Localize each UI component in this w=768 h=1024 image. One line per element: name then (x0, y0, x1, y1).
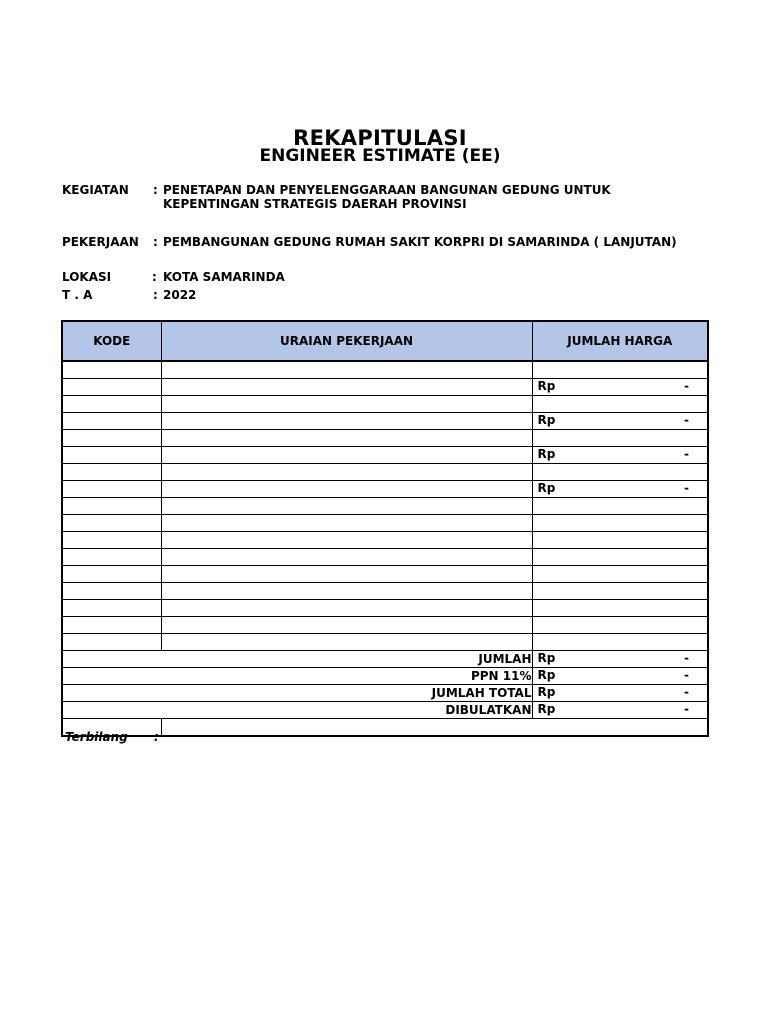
currency-label: Rp (537, 413, 556, 427)
jumlah-cell (532, 617, 708, 634)
amount-value: - (684, 685, 689, 699)
kode-cell (62, 361, 161, 379)
summary-row-dibulatkan (62, 702, 708, 719)
summary-row-ppn (62, 668, 708, 685)
dibulatkan-label: DIBULATKAN (62, 702, 532, 719)
table-row (62, 498, 708, 515)
jumlah-cell (532, 481, 708, 498)
kegiatan-label: KEGIATAN (62, 183, 129, 197)
ta-colon: : (153, 288, 158, 302)
terbilang-label-cell (62, 719, 161, 744)
pekerjaan-label: PEKERJAAN (62, 235, 139, 249)
table-header-row (62, 321, 708, 361)
table-row (62, 532, 708, 549)
summary-row-jumlah-total (62, 685, 708, 702)
lokasi-value: KOTA SAMARINDA (163, 270, 285, 284)
kode-cell (62, 600, 161, 617)
table-row (62, 379, 708, 396)
jumlah-cell (532, 515, 708, 532)
lokasi-label: LOKASI (62, 270, 112, 284)
amount-value: - (684, 447, 689, 461)
jumlah-amount-cell (532, 651, 708, 668)
estimate-table (61, 320, 709, 744)
table-row (62, 634, 708, 651)
kode-cell (62, 634, 161, 651)
terbilang-colon: : (154, 730, 159, 744)
kode-cell (62, 396, 161, 413)
table-row (62, 617, 708, 634)
header-kode: KODE (62, 321, 161, 361)
ta-label: T . A (62, 288, 93, 302)
table-row (62, 430, 708, 447)
uraian-cell (161, 566, 532, 583)
jumlah-total-label: JUMLAH TOTAL (62, 685, 532, 702)
jumlah-cell (532, 361, 708, 379)
currency-label: Rp (537, 651, 556, 665)
dibulatkan-amount-cell (532, 702, 708, 719)
kegiatan-value-line1: PENETAPAN DAN PENYELENGGARAAN BANGUNAN GEDUNG UNTUK (163, 183, 611, 197)
header-jumlah-harga: JUMLAH HARGA (532, 321, 708, 361)
ppn-label: PPN 11% (62, 668, 532, 685)
summary-row-jumlah (62, 651, 708, 668)
pekerjaan-colon: : (153, 235, 158, 249)
jumlah-cell (532, 430, 708, 447)
kode-cell (62, 447, 161, 464)
jumlah-cell (532, 600, 708, 617)
uraian-cell (161, 634, 532, 651)
uraian-cell (161, 361, 532, 379)
uraian-cell (161, 396, 532, 413)
currency-label: Rp (537, 481, 556, 495)
lokasi-colon: : (152, 270, 157, 284)
jumlah-cell (532, 413, 708, 430)
kegiatan-colon: : (153, 183, 158, 197)
page-title: REKAPITULASI (293, 126, 467, 150)
terbilang-value-cell (161, 719, 708, 737)
table-row (62, 447, 708, 464)
currency-label: Rp (537, 447, 556, 461)
jumlah-total-amount-cell (532, 685, 708, 702)
kode-cell (62, 464, 161, 481)
ppn-amount-cell (532, 668, 708, 685)
amount-value: - (684, 651, 689, 665)
jumlah-cell (532, 566, 708, 583)
jumlah-cell (532, 549, 708, 566)
amount-value: - (684, 668, 689, 682)
currency-label: Rp (537, 668, 556, 682)
kode-cell (62, 498, 161, 515)
jumlah-label: JUMLAH (62, 651, 532, 668)
table-row (62, 600, 708, 617)
kode-cell (62, 583, 161, 600)
uraian-cell (161, 413, 532, 430)
currency-label: Rp (537, 702, 556, 716)
terbilang-label: Terbilang (65, 730, 128, 744)
kode-cell (62, 515, 161, 532)
table-row (62, 481, 708, 498)
table-row (62, 549, 708, 566)
table-row (62, 396, 708, 413)
kode-cell (62, 549, 161, 566)
jumlah-cell (532, 379, 708, 396)
uraian-cell (161, 430, 532, 447)
uraian-cell (161, 498, 532, 515)
kode-cell (62, 379, 161, 396)
kode-cell (62, 566, 161, 583)
uraian-cell (161, 549, 532, 566)
uraian-cell (161, 515, 532, 532)
uraian-cell (161, 600, 532, 617)
uraian-cell (161, 447, 532, 464)
ta-value: 2022 (163, 288, 197, 302)
table-row (62, 361, 708, 379)
jumlah-cell (532, 464, 708, 481)
jumlah-cell (532, 634, 708, 651)
kode-cell (62, 430, 161, 447)
jumlah-cell (532, 498, 708, 515)
amount-value: - (684, 702, 689, 716)
uraian-cell (161, 583, 532, 600)
table-row (62, 413, 708, 430)
jumlah-cell (532, 396, 708, 413)
page-subtitle: ENGINEER ESTIMATE (EE) (259, 146, 501, 166)
table-row (62, 566, 708, 583)
pekerjaan-value: PEMBANGUNAN GEDUNG RUMAH SAKIT KORPRI DI SAMARINDA ( LANJUTAN) (163, 235, 677, 249)
kode-cell (62, 481, 161, 498)
kode-cell (62, 617, 161, 634)
kode-cell (62, 413, 161, 430)
table-row (62, 583, 708, 600)
uraian-cell (161, 617, 532, 634)
kegiatan-value-line2: KEPENTINGAN STRATEGIS DAERAH PROVINSI (163, 197, 467, 211)
amount-value: - (684, 481, 689, 495)
currency-label: Rp (537, 685, 556, 699)
header-uraian: URAIAN PEKERJAAN (161, 321, 532, 361)
jumlah-cell (532, 583, 708, 600)
amount-value: - (684, 413, 689, 427)
uraian-cell (161, 464, 532, 481)
table-row (62, 464, 708, 481)
table-row (62, 515, 708, 532)
uraian-cell (161, 379, 532, 396)
uraian-cell (161, 532, 532, 549)
jumlah-cell (532, 447, 708, 464)
jumlah-cell (532, 532, 708, 549)
uraian-cell (161, 481, 532, 498)
terbilang-row (62, 719, 708, 737)
kode-cell (62, 532, 161, 549)
currency-label: Rp (537, 379, 556, 393)
amount-value: - (684, 379, 689, 393)
